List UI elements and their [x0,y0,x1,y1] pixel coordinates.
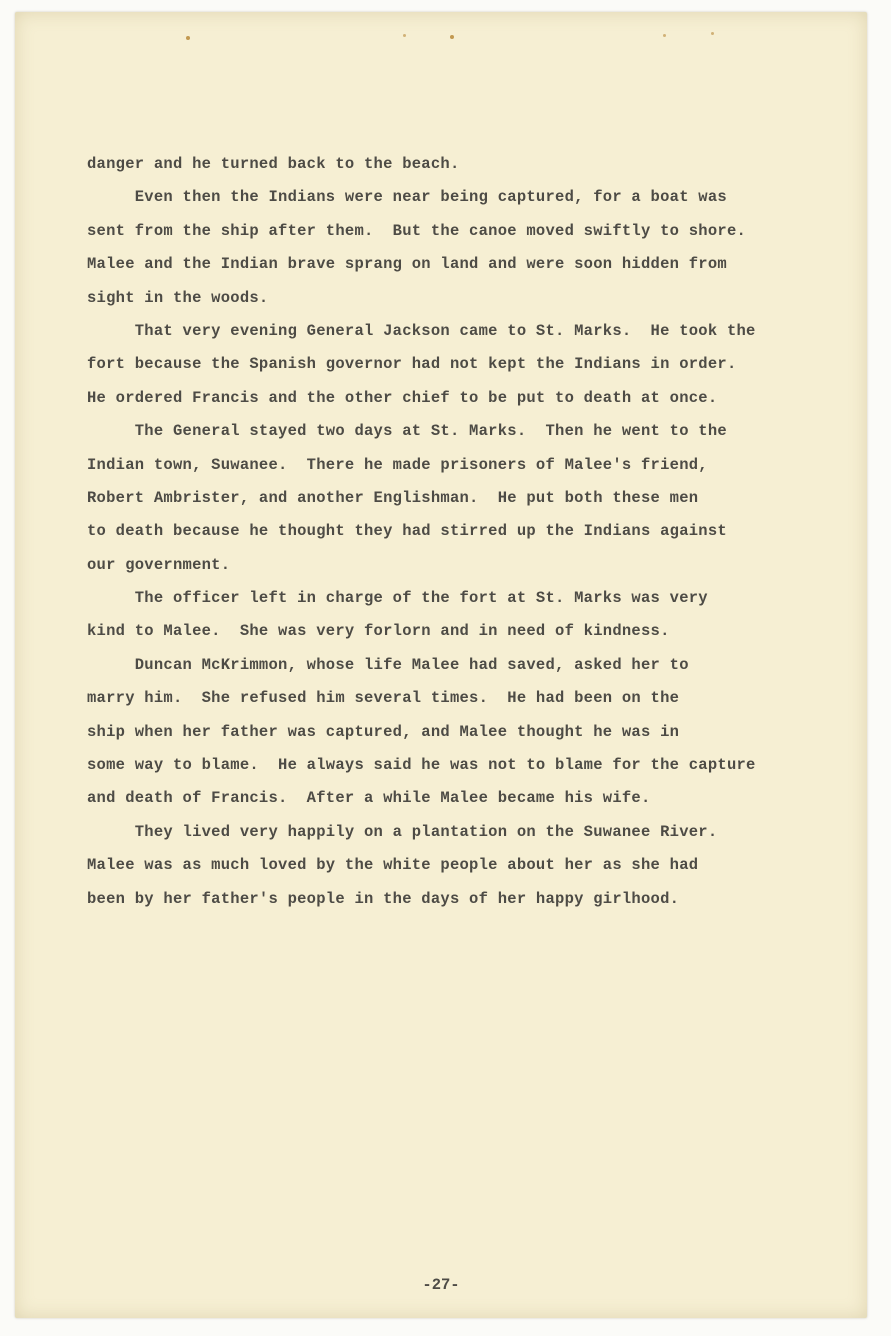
text-line: They lived very happily on a plantation on the Suwanee River. [87,822,718,841]
text-line: That very evening General Jackson came to St. Marks. He took the [87,321,756,340]
text-line: ship when her father was captured, and Malee thought he was in [87,722,680,741]
paper-speck [450,35,454,39]
body-text [87,148,827,916]
text-line: kind to Malee. She was very forlorn and in need of kindness. [87,622,670,641]
text-line: to death because he thought they had stirred up the Indians against [87,522,727,541]
page-number: -27- [422,1276,460,1294]
text-line: Duncan McKrimmon, whose life Malee had saved, asked her to [87,655,689,674]
text-line: He ordered Francis and the other chief to be put to death at once. [87,388,718,407]
text-line: The General stayed two days at St. Marks. Then he went to the [87,422,727,441]
text-line: and death of Francis. After a while Malee became his wife. [87,789,651,808]
paper-speck [403,34,406,37]
text-line: Even then the Indians were near being captured, for a boat was [87,188,727,207]
text-line: our government. [87,555,231,574]
text-line: Robert Ambrister, and another Englishman. He put both these men [87,488,699,507]
text-line: marry him. She refused him several times. He had been on the [87,689,680,708]
text-line: fort because the Spanish governor had not kept the Indians in order. [87,355,737,374]
text-line: danger and he turned back to the beach. [87,155,460,173]
paper-speck [186,36,190,40]
paper-speck [711,32,714,35]
paper-speck [663,34,666,37]
text-line: The officer left in charge of the fort at St. Marks was very [87,589,708,608]
text-line: Indian town, Suwanee. There he made prisoners of Malee's friend, [87,455,708,474]
text-line: Malee was as much loved by the white people about her as she had [87,856,699,875]
text-line: been by her father's people in the days of her happy girlhood. [87,889,680,908]
text-line: sight in the woods. [87,288,269,307]
text-line: sent from the ship after them. But the canoe moved swiftly to shore. [87,221,747,240]
text-line: Malee and the Indian brave sprang on land and were soon hidden from [87,255,727,274]
text-line: some way to blame. He always said he was not to blame for the capture [87,756,756,775]
